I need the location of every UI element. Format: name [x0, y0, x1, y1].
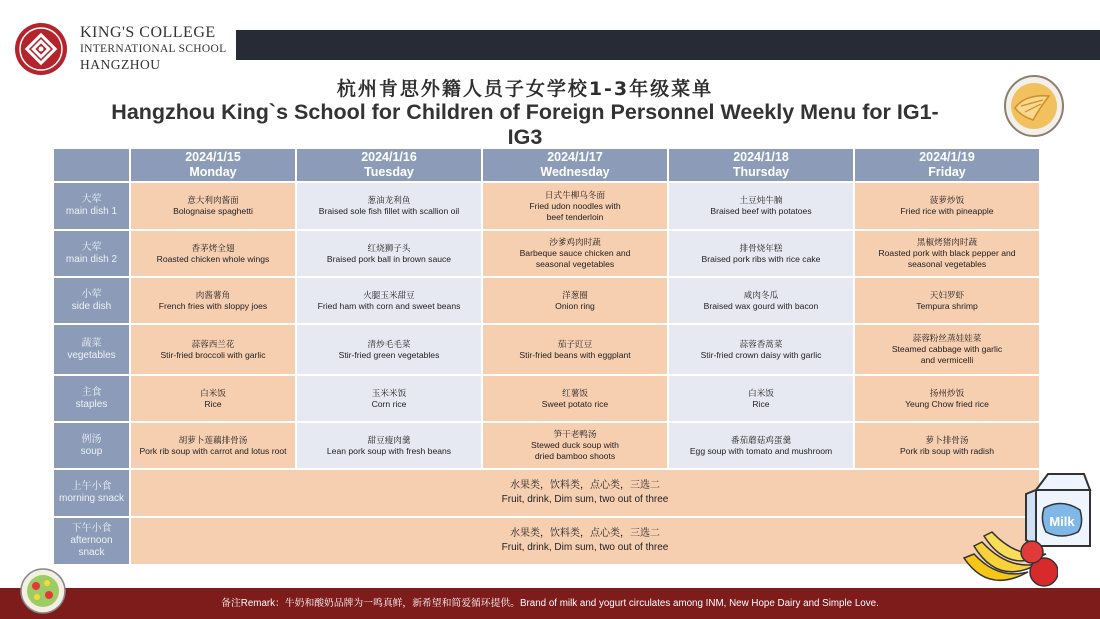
page-title-cn: 杭州肯思外籍人员子女学校1-3年级菜单 — [336, 78, 714, 100]
page-title-en: Hangzhou King`s School for Children of Foreign Personnel Weekly Menu for IG1-IG3 — [111, 100, 939, 149]
menu-cell: 蒜蓉粉丝蒸娃娃菜 Steamed cabbage with garlic and vermicelli — [855, 325, 1039, 374]
menu-cell: 白米饭 Rice — [669, 376, 853, 421]
row-header: 蔬菜 vegetables — [54, 325, 129, 374]
menu-cell: 火腿玉米甜豆 Fried ham with corn and sweet beans — [297, 278, 481, 323]
day-header: 2024/1/15 Monday — [131, 149, 295, 181]
menu-cell: 葱油龙利鱼 Braised sole fish fillet with scallion oil — [297, 183, 481, 229]
school-name-line1: KING'S COLLEGE — [80, 24, 216, 41]
menu-cell: 清炒毛毛菜 Stir-fried green vegetables — [297, 325, 481, 374]
day-header: 2024/1/16 Tuesday — [297, 149, 481, 181]
top-bar — [236, 30, 1100, 60]
snack-cell: 水果类，饮料类，点心类，三选二 Fruit, drink, Dim sum, two out of three — [131, 518, 1039, 564]
menu-cell: 白米饭 Rice — [131, 376, 295, 421]
menu-cell: 沙爹鸡肉时蔬 Barbeque sauce chicken and seasonal vegetables — [483, 231, 667, 276]
menu-cell: 香茅烤全翅 Roasted chicken whole wings — [131, 231, 295, 276]
menu-cell: 日式牛柳乌冬面 Fried udon noodles with beef tenderloin — [483, 183, 667, 229]
day-header: 2024/1/19 Friday — [855, 149, 1039, 181]
row-header: 上午小食 morning snack — [54, 470, 129, 516]
school-logo-icon — [14, 22, 68, 76]
menu-cell: 咸肉冬瓜 Braised wax gourd with bacon — [669, 278, 853, 323]
menu-cell: 笋干老鸭汤 Stewed duck soup with dried bamboo shoots — [483, 423, 667, 468]
salad-bowl-icon — [20, 568, 66, 614]
menu-cell: 排骨烧年糕 Braised pork ribs with rice cake — [669, 231, 853, 276]
menu-cell: 肉酱薯角 French fries with sloppy joes — [131, 278, 295, 323]
menu-cell: 番茄蘑菇鸡蛋羹 Egg soup with tomato and mushroom — [669, 423, 853, 468]
row-header: 例汤 soup — [54, 423, 129, 468]
school-name-line3: HANGZHOU — [80, 57, 161, 72]
table-row — [54, 183, 1039, 229]
fruit-icon — [958, 528, 1058, 590]
row-header: 下午小食 afternoon snack — [54, 518, 129, 564]
weekly-menu-table — [52, 147, 1041, 566]
row-header: 小荤 side dish — [54, 278, 129, 323]
table-row — [54, 231, 1039, 276]
menu-cell: 萝卜排骨汤 Pork rib soup with radish — [855, 423, 1039, 468]
footer-remark: 备注Remark：牛奶和酸奶品牌为一鸣真鲜，新希望和简爱循环提供。Brand of milk and yogurt circulates among INM, New Hope Dairy and Simple Love. — [0, 588, 1100, 619]
table-row — [54, 376, 1039, 421]
row-header: 大荤 main dish 1 — [54, 183, 129, 229]
menu-cell: 黑椒烤猪肉时蔬 Roasted pork with black pepper and seasonal vegetables — [855, 231, 1039, 276]
school-name — [80, 24, 226, 73]
menu-cell: 胡萝卜莲藕排骨汤 Pork rib soup with carrot and lotus root — [131, 423, 295, 468]
table-row — [54, 325, 1039, 374]
table-row — [54, 518, 1039, 564]
row-header: 大荤 main dish 2 — [54, 231, 129, 276]
menu-cell: 洋葱圈 Onion ring — [483, 278, 667, 323]
table-row — [54, 470, 1039, 516]
table-header-row — [54, 149, 1039, 181]
menu-cell: 红烧狮子头 Braised pork ball in brown sauce — [297, 231, 481, 276]
menu-cell: 甜豆瘦肉羹 Lean pork soup with fresh beans — [297, 423, 481, 468]
menu-cell: 土豆炖牛腩 Braised beef with potatoes — [669, 183, 853, 229]
menu-cell: 玉米米饭 Corn rice — [297, 376, 481, 421]
row-header: 主食 staples — [54, 376, 129, 421]
school-name-line2: INTERNATIONAL SCHOOL — [80, 43, 227, 55]
table-corner — [54, 149, 129, 181]
table-row — [54, 423, 1039, 468]
day-header: 2024/1/18 Thursday — [669, 149, 853, 181]
menu-cell: 蒜蓉香蒿菜 Stir-fried crown daisy with garlic — [669, 325, 853, 374]
milk-label: Milk — [1049, 514, 1075, 529]
menu-cell: 扬州炒饭 Yeung Chow fried rice — [855, 376, 1039, 421]
menu-cell: 意大利肉酱面 Bolognaise spaghetti — [131, 183, 295, 229]
menu-cell: 红薯饭 Sweet potato rice — [483, 376, 667, 421]
menu-cell: 天妇罗虾 Tempura shrimp — [855, 278, 1039, 323]
menu-cell: 蒜蓉西兰花 Stir-fried broccoli with garlic — [131, 325, 295, 374]
menu-cell: 茄子豇豆 Stir-fried beans with eggplant — [483, 325, 667, 374]
snack-cell: 水果类，饮料类，点心类，三选二 Fruit, drink, Dim sum, two out of three — [131, 470, 1039, 516]
day-header: 2024/1/17 Wednesday — [483, 149, 667, 181]
pie-icon — [1003, 72, 1065, 138]
menu-cell: 菠萝炒饭 Fried rice with pineapple — [855, 183, 1039, 229]
table-row — [54, 278, 1039, 323]
